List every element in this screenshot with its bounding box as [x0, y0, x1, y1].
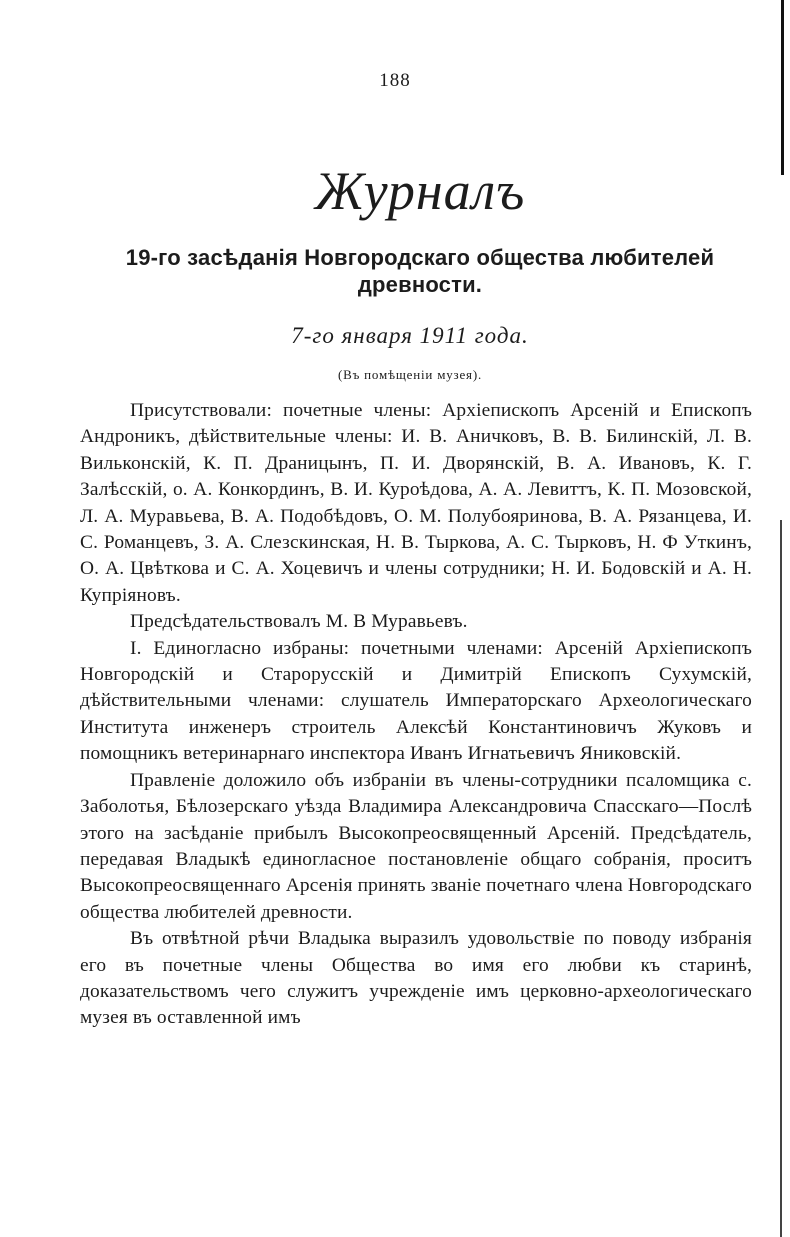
paragraph-elections: I. Единогласно избраны: почетными членами: Арсеній Архіепископъ Новгородскій и Старорусскій и Димитрій Епископъ Сухумскій, дѣйствительными членами: слушатель Императорскаго Археологическаго Института инженеръ строитель Алексѣй Константиновичъ Жуковъ и помощникъ ветеринарнаго инспектора Иванъ Игнатьевичъ Яниковскій.	[80, 637, 752, 765]
journal-title: Журналъ	[314, 161, 526, 221]
paragraph-board-report: Правленіе доложило объ избраніи въ члены-сотрудники псаломщика с. Заболотья, Бѣлозерскаго уѣзда Владимира Александровича Спасскаго—Послѣ этого на засѣданіе прибылъ Высокопреосвященный Арсеній. Предсѣдатель, передавая Владыкѣ единогласное постановленіе общаго собранія, проситъ Высокопреосвященнаго Арсенія принять званіе почетнаго члена Новгородскаго общества любителей древности.	[80, 769, 752, 923]
session-place: (Въ помѣщеніи музея).	[337, 367, 482, 382]
body-text	[80, 398, 752, 1032]
paragraph-chair: Предсѣдательствовалъ М. В Муравьевъ.	[130, 611, 468, 633]
session-date: 7-го января 1911 года.	[291, 323, 529, 348]
paragraph-attendees: Присутствовали: почетные члены: Архіепископъ Арсеній и Епископъ Андроникъ, дѣйствительные члены: И. В. Аничковъ, В. В. Билинскій, Л. В. Вильконскій, К. П. Драницынъ, П. И. Дворянскій, В. А. Ивановъ, К. Г. Залѣсскій, о. А. Конкординъ, В. И. Куроѣдова, А. А. Левиттъ, К. П. Мозовской, Л. А. Муравьева, В. А. Подобѣдовъ, О. М. Полубояринова, В. А. Рязанцева, И. С. Романцевъ, З. А. Слезскинская, Н. В. Тыркова, А. С. Тырковъ, Н. Ф Уткинъ, О. А. Цвѣткова и С. А. Хоцевичъ и члены сотрудники; Н. И. Бодовскій и А. Н. Купріяновъ.	[80, 400, 752, 606]
page-number: 188	[379, 70, 411, 91]
session-title: 19-го засѣданія Новгородскаго общества любителей древности.	[125, 245, 715, 297]
paragraph-response: Въ отвѣтной рѣчи Владыка выразилъ удовольствіе по поводу избранія его въ почетные члены Общества во имя его любви къ старинѣ, доказательствомъ чего служитъ учрежденіе имъ церковно-археологическаго музея въ оставленной имъ	[80, 928, 752, 1029]
page-edge-line-lower	[780, 520, 782, 1237]
